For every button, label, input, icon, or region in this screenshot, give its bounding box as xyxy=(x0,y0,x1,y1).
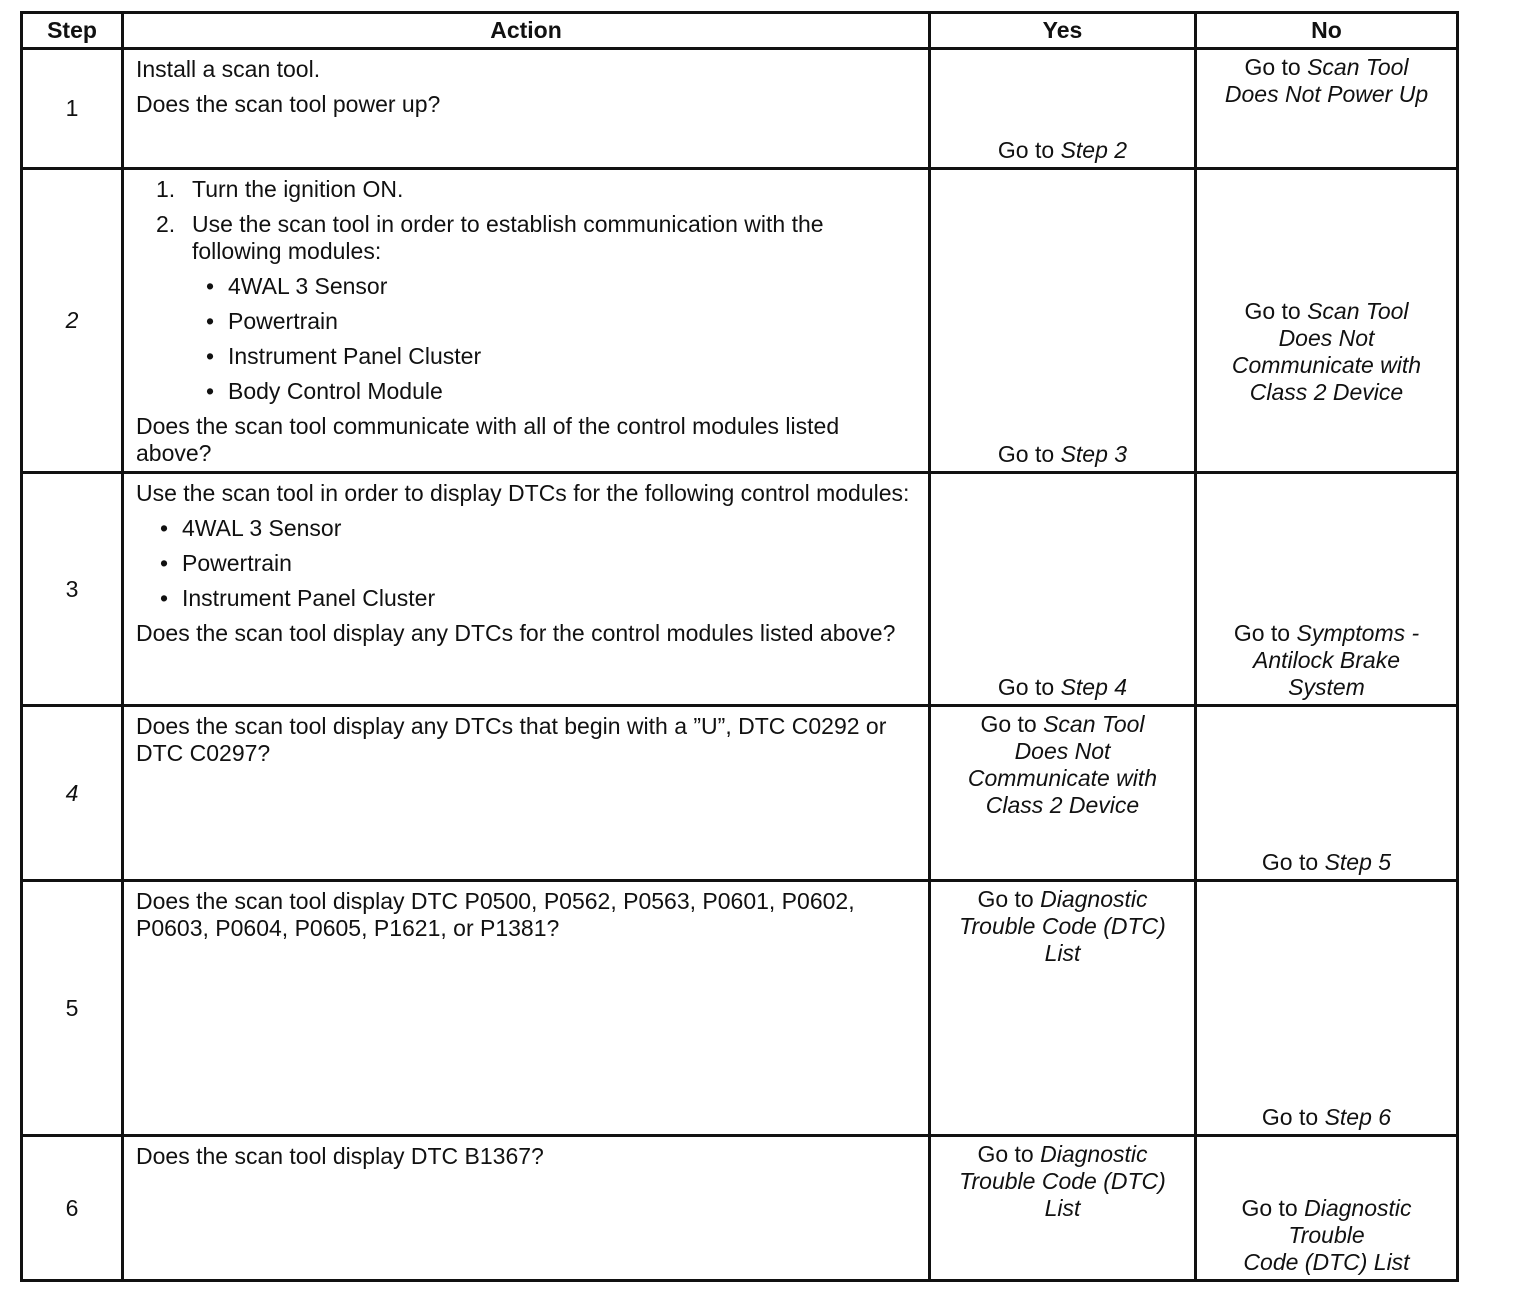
no-goto[interactable]: Go to Step 6 xyxy=(1261,1104,1392,1130)
list-item: 2. Use the scan tool in order to establish communication with the following modules: xyxy=(156,211,824,264)
header-step: Step xyxy=(22,13,123,49)
table-row xyxy=(22,169,1458,473)
list-item: • Powertrain xyxy=(158,550,916,577)
step-number: 2 xyxy=(22,169,123,473)
no-cell xyxy=(1196,706,1458,881)
action-cell xyxy=(123,1136,930,1281)
yes-cell xyxy=(930,706,1196,881)
no-goto[interactable]: Go to Symptoms - Antilock Brake System xyxy=(1233,620,1420,700)
module-list xyxy=(204,273,916,405)
yes-goto[interactable]: Go to Scan Tool Does Not Communicate with Class 2 Device xyxy=(967,711,1158,818)
action-question: Does the scan tool display DTC P0500, P0562, P0563, P0601, P0602, P0603, P0604, P0605, P1621, or P1381? xyxy=(136,888,855,941)
action-text: Use the scan tool in order to display DTCs for the following control modules: xyxy=(136,480,910,506)
yes-goto[interactable]: Go to Step 3 xyxy=(997,441,1128,467)
step-number: 4 xyxy=(22,706,123,881)
table-row xyxy=(22,1136,1458,1281)
header-row xyxy=(22,13,1458,49)
table-row xyxy=(22,881,1458,1136)
module-list xyxy=(158,515,916,612)
action-question: Does the scan tool power up? xyxy=(136,91,441,117)
header-no: No xyxy=(1196,13,1458,49)
list-item: • Instrument Panel Cluster xyxy=(204,343,916,370)
no-goto[interactable]: Go to Diagnostic Trouble Code (DTC) List xyxy=(1241,1195,1412,1275)
table-row xyxy=(22,473,1458,706)
yes-goto[interactable]: Go to Diagnostic Trouble Code (DTC) List xyxy=(959,1141,1166,1221)
step-number: 5 xyxy=(22,881,123,1136)
no-goto[interactable]: Go to Step 5 xyxy=(1261,849,1392,875)
action-text: Install a scan tool. xyxy=(136,56,321,82)
action-question: Does the scan tool display DTC B1367? xyxy=(136,1143,544,1169)
action-question: Does the scan tool display any DTCs for the control modules listed above? xyxy=(136,620,896,646)
list-item: • Body Control Module xyxy=(204,378,916,405)
yes-cell xyxy=(930,881,1196,1136)
list-item: • Powertrain xyxy=(204,308,916,335)
yes-cell xyxy=(930,49,1196,169)
list-item: • 4WAL 3 Sensor xyxy=(158,515,916,542)
action-cell xyxy=(123,881,930,1136)
action-cell xyxy=(123,169,930,473)
no-cell xyxy=(1196,169,1458,473)
yes-cell xyxy=(930,169,1196,473)
no-cell xyxy=(1196,49,1458,169)
diagnostic-table xyxy=(20,11,1459,1282)
no-cell xyxy=(1196,473,1458,706)
yes-goto[interactable]: Go to Diagnostic Trouble Code (DTC) List xyxy=(959,886,1166,966)
table-row xyxy=(22,706,1458,881)
step-number: 3 xyxy=(22,473,123,706)
header-yes: Yes xyxy=(930,13,1196,49)
yes-cell xyxy=(930,473,1196,706)
yes-goto[interactable]: Go to Step 2 xyxy=(997,137,1128,163)
no-goto[interactable]: Go to Scan Tool Does Not Communicate with Class 2 Device xyxy=(1231,298,1422,405)
action-question: Does the scan tool display any DTCs that begin with a ”U”, DTC C0292 or DTC C0297? xyxy=(136,713,887,766)
no-goto[interactable]: Go to Scan Tool Does Not Power Up xyxy=(1224,54,1429,107)
action-cell xyxy=(123,706,930,881)
step-number: 1 xyxy=(22,49,123,169)
list-item: • Instrument Panel Cluster xyxy=(158,585,916,612)
no-cell xyxy=(1196,881,1458,1136)
list-item: 1. Turn the ignition ON. xyxy=(156,176,404,202)
yes-goto[interactable]: Go to Step 4 xyxy=(997,674,1128,700)
no-cell xyxy=(1196,1136,1458,1281)
action-question: Does the scan tool communicate with all of the control modules listed above? xyxy=(136,413,840,466)
list-item: • 4WAL 3 Sensor xyxy=(204,273,916,300)
header-action: Action xyxy=(123,13,930,49)
table-row xyxy=(22,49,1458,169)
action-cell xyxy=(123,49,930,169)
action-cell xyxy=(123,473,930,706)
step-number: 6 xyxy=(22,1136,123,1281)
yes-cell xyxy=(930,1136,1196,1281)
numbered-list xyxy=(156,176,916,265)
